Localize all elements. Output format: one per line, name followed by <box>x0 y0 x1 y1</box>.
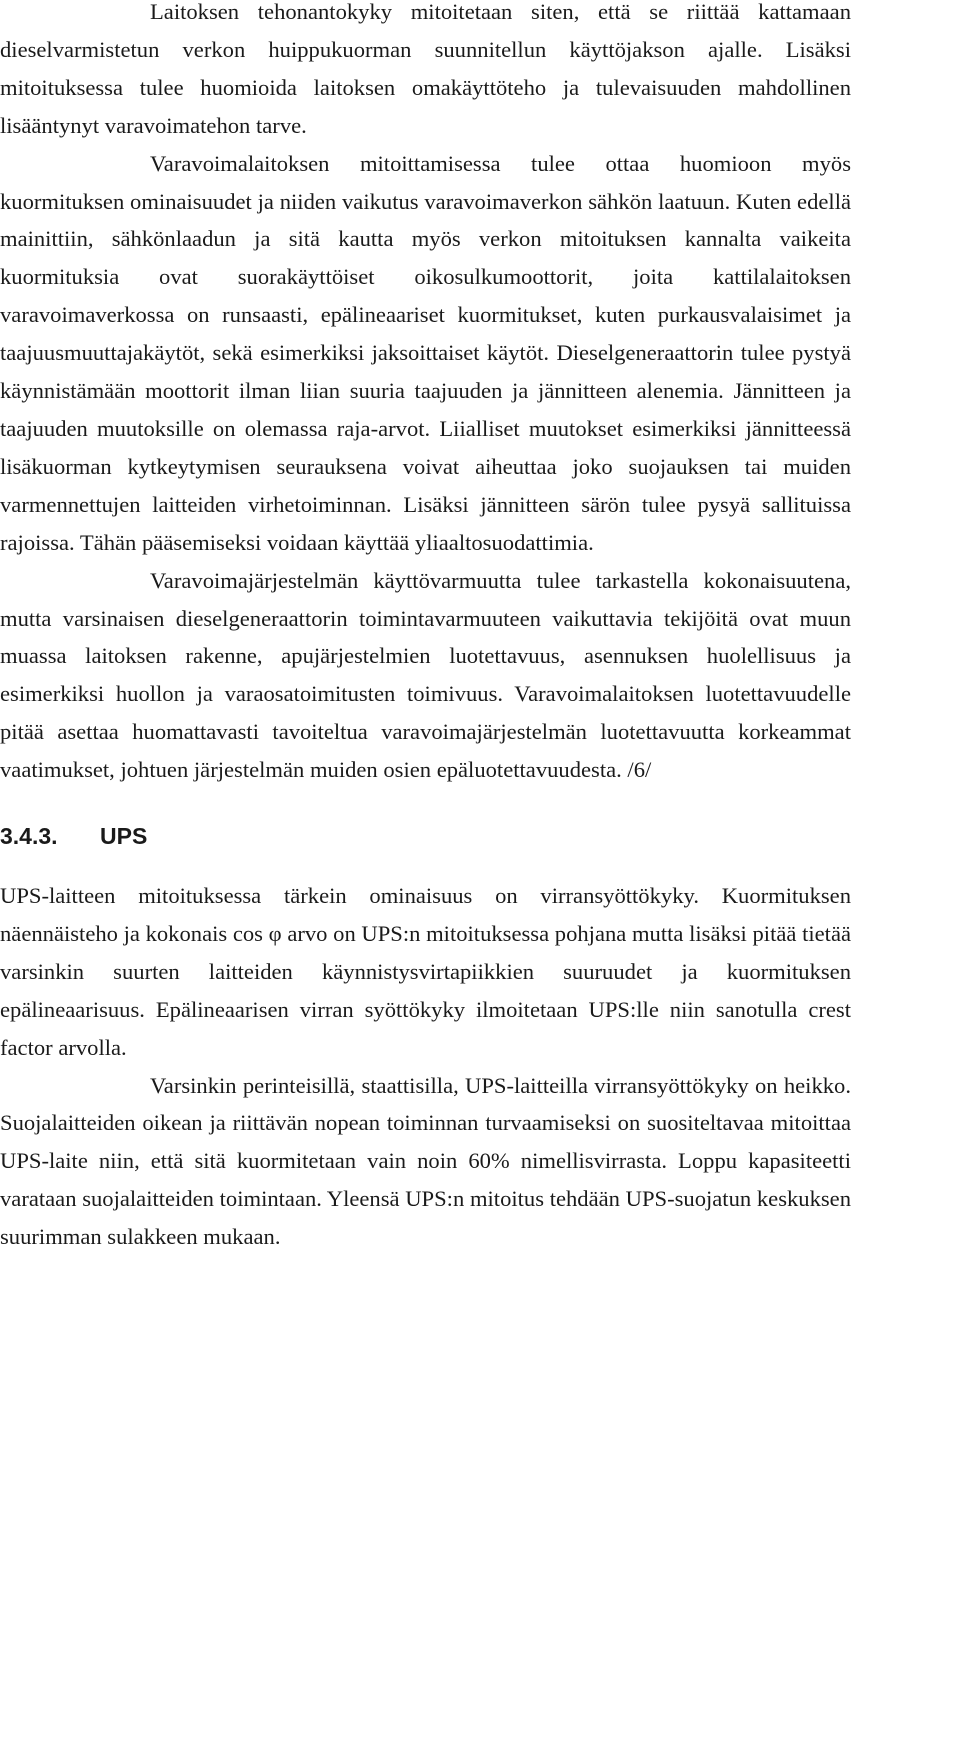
section-title: UPS <box>100 823 148 850</box>
paragraph-reliability: Varavoimajärjestelmän käyttövarmuutta tulee tarkastella kokonaisuutena, mutta varsinaisen dieselgeneraattorin toimintavarmuuteen vaikuttavia tekijöitä ovat muun muassa laitoksen rakenne, apujärjestelmien luotettavuus, asennuksen huolellisuus ja esimerkiksi huollon ja varaosatoimitusten toimivuus. Varavoimalaitoksen luotettavuudelle pitää asettaa huomattavasti tavoiteltua varavoimajärjestelmän luotettavuutta korkeammat vaatimukset, johtuen järjestelmän muiden osien epäluotettavuudesta. /6/ <box>0 567 851 783</box>
paragraph-ups-static: Varsinkin perinteisillä, staattisilla, UPS-laitteilla virransyöttökyky on heikko. Suojalaitteiden oikean ja riittävän nopean toiminnan turvaamiseksi on suositeltavaa mitoittaa UPS-laite niin, että sitä kuormitetaan vain noin 60% nimellisvirrasta. Loppu kapasiteetti varataan suojalaitteiden toimintaan. Yleensä UPS:n mitoitus tehdään UPS-suojatun keskuksen suurimman sulakkeen mukaan. <box>0 1072 851 1250</box>
section-number: 3.4.3. <box>0 823 58 850</box>
paragraph-capacity: Laitoksen tehonantokyky mitoitetaan siten, että se riittää kattamaan dieselvarmistetun verkon huippukuorman suunnitellun käyttöjakson ajalle. Lisäksi mitoituksessa tulee huomioida laitoksen omakäyttöteho ja tulevaisuuden mahdollinen lisääntynyt varavoimatehon tarve. <box>0 0 851 138</box>
paragraph-ups-sizing: UPS-laitteen mitoituksessa tärkein ominaisuus on virransyöttökyky. Kuormituksen näennäisteho ja kokonais cos φ arvo on UPS:n mitoituksessa pohjana mutta lisäksi pitää tietää varsinkin suurten laitteiden käynnistysvirtapiikkien suuruudet ja kuormituksen epälineaarisuus. Epälineaarisen virran syöttökyky ilmoitetaan UPS:lle niin sanotulla crest factor arvolla. <box>0 883 851 1060</box>
heading-spacer <box>0 856 851 877</box>
section-heading <box>0 816 851 856</box>
paragraph-load-characteristics: Varavoimalaitoksen mitoittamisessa tulee ottaa huomioon myös kuormituksen ominaisuudet ja niiden vaikutus varavoimaverkon sähkön laatuun. Kuten edellä mainittiin, sähkönlaadun ja sitä kautta myös verkon mitoituksen kannalta vaikeita kuormituksia ovat suorakäyttöiset oikosulkumoottorit, joita kattilalaitoksen varavoimaverkossa on runsaasti, epälineaariset kuormitukset, kuten purkausvalaisimet ja taajuusmuuttajakäytöt, sekä esimerkiksi jaksoittaiset käytöt. Dieselgeneraattorin tulee pystyä käynnistämään moottorit ilman liian suuria taajuuden ja jännitteen alenemia. Jännitteen ja taajuuden muutoksille on olemassa raja-arvot. Liialliset muutokset esimerkiksi jännitteessä lisäkuorman kytkeytymisen seurauksena voivat aiheuttaa joko suojauksen tai muiden varmennettujen laitteiden virhetoiminnan. Lisäksi jännitteen särön tulee pysyä sallituissa rajoissa. Tähän pääsemiseksi voidaan käyttää yliaaltosuodattimia. <box>0 150 851 555</box>
